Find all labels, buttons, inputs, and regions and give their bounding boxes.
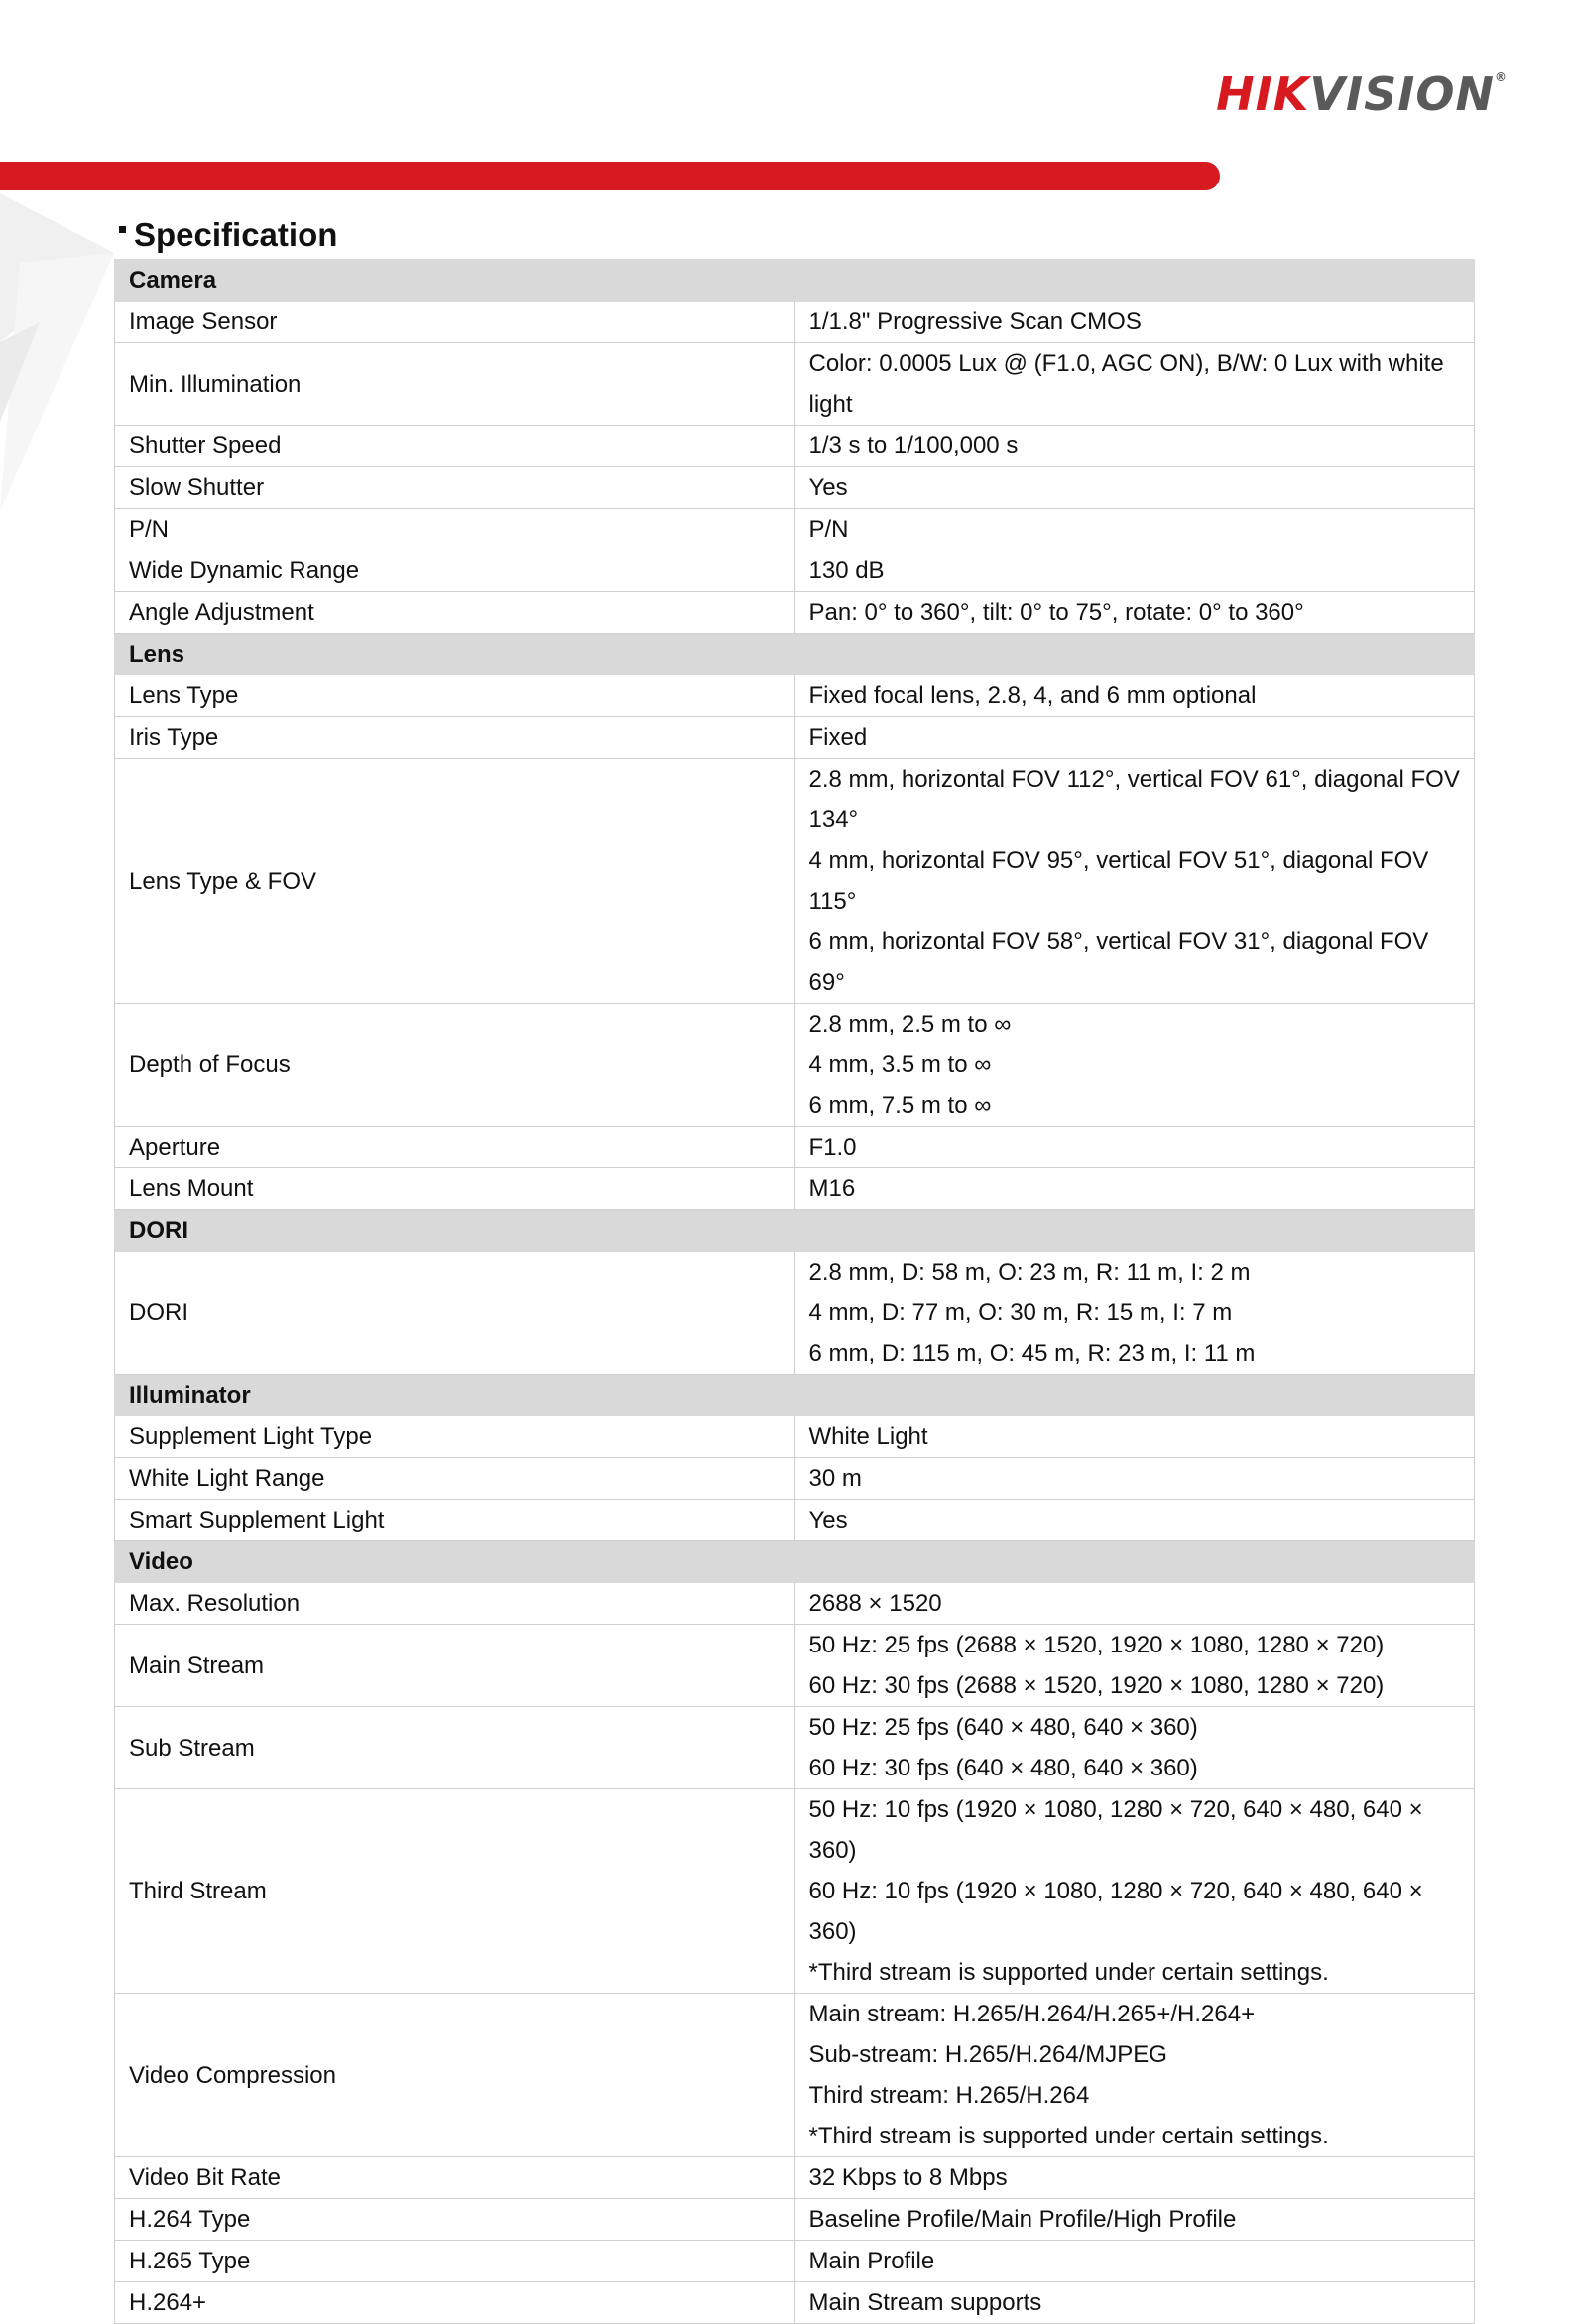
spec-value <box>794 1994 1475 2157</box>
table-row <box>115 675 1475 717</box>
table-row <box>115 2241 1475 2282</box>
spec-value <box>794 1168 1475 1210</box>
table-row <box>115 592 1475 634</box>
logo-text-gray: VISION <box>1309 67 1495 121</box>
bullet-icon <box>119 226 126 233</box>
spec-value <box>794 2199 1475 2241</box>
spec-label: Image Sensor <box>115 302 795 343</box>
spec-value-line: 4 mm, horizontal FOV 95°, vertical FOV 51°, diagonal FOV 115° <box>808 847 1429 915</box>
spec-value-line: Fixed <box>808 724 868 751</box>
table-row <box>115 1500 1475 1541</box>
spec-value-line: 1/1.8" Progressive Scan CMOS <box>808 308 1142 335</box>
spec-value <box>794 2157 1475 2199</box>
group-header-dori: DORI <box>115 1210 1475 1252</box>
table-row <box>115 1707 1475 1789</box>
spec-value-line: 4 mm, 3.5 m to ∞ <box>808 1051 992 1078</box>
spec-label: Wide Dynamic Range <box>115 550 795 592</box>
spec-value <box>794 717 1475 759</box>
spec-value <box>794 1252 1475 1375</box>
spec-label: Aperture <box>115 1127 795 1168</box>
spec-value-line: F1.0 <box>808 1134 857 1161</box>
group-header-row <box>115 1375 1475 1416</box>
spec-value-line: Main Profile <box>808 2248 935 2274</box>
spec-value-line: Main Stream supports <box>808 2289 1042 2316</box>
spec-value <box>794 1416 1475 1458</box>
spec-label: Max. Resolution <box>115 1583 795 1625</box>
spec-value <box>794 592 1475 634</box>
spec-label: H.265 Type <box>115 2241 795 2282</box>
spec-value <box>794 2282 1475 2324</box>
table-row <box>115 550 1475 592</box>
table-row <box>115 426 1475 467</box>
spec-value-line: Yes <box>808 474 848 501</box>
spec-value <box>794 1625 1475 1707</box>
spec-value-line: P/N <box>808 516 849 543</box>
spec-value-line: *Third stream is supported under certain settings. <box>808 1959 1329 1986</box>
group-header-row <box>115 1541 1475 1583</box>
spec-value <box>794 1707 1475 1789</box>
spec-value-line: Pan: 0° to 360°, tilt: 0° to 75°, rotate: 0° to 360° <box>808 599 1304 626</box>
spec-label: Lens Type <box>115 675 795 717</box>
spec-value <box>794 675 1475 717</box>
spec-value-line: Main stream: H.265/H.264/H.265+/H.264+ <box>808 2001 1256 2027</box>
spec-label: Third Stream <box>115 1789 795 1994</box>
watermark-triangles-icon <box>0 193 114 511</box>
spec-label: Shutter Speed <box>115 426 795 467</box>
spec-value-line: 30 m <box>808 1465 862 1492</box>
spec-label: Slow Shutter <box>115 467 795 509</box>
table-row <box>115 1583 1475 1625</box>
spec-value-line: 50 Hz: 10 fps (1920 × 1080, 1280 × 720, 640 × 480, 640 × 360) <box>808 1796 1423 1864</box>
spec-value <box>794 1127 1475 1168</box>
spec-value <box>794 1583 1475 1625</box>
table-row <box>115 302 1475 343</box>
table-row <box>115 1994 1475 2157</box>
spec-value <box>794 426 1475 467</box>
section-title <box>119 216 337 254</box>
group-header-illuminator: Illuminator <box>115 1375 1475 1416</box>
spec-value <box>794 343 1475 426</box>
spec-label: Sub Stream <box>115 1707 795 1789</box>
spec-label: DORI <box>115 1252 795 1375</box>
group-header-row <box>115 1210 1475 1252</box>
spec-label: Min. Illumination <box>115 343 795 426</box>
group-header-camera: Camera <box>115 260 1475 302</box>
spec-value-line: 2.8 mm, horizontal FOV 112°, vertical FOV 61°, diagonal FOV 134° <box>808 766 1460 833</box>
table-row <box>115 1127 1475 1168</box>
spec-value-line: 60 Hz: 10 fps (1920 × 1080, 1280 × 720, 640 × 480, 640 × 360) <box>808 1878 1423 1945</box>
spec-value-line: 130 dB <box>808 557 885 584</box>
table-row <box>115 467 1475 509</box>
spec-label: Smart Supplement Light <box>115 1500 795 1541</box>
spec-value <box>794 467 1475 509</box>
spec-value-line: M16 <box>808 1175 856 1202</box>
spec-value-line: 2.8 mm, 2.5 m to ∞ <box>808 1011 1012 1038</box>
spec-value <box>794 509 1475 550</box>
table-row <box>115 1416 1475 1458</box>
spec-value-line: Third stream: H.265/H.264 <box>808 2082 1090 2109</box>
group-header-lens: Lens <box>115 634 1475 675</box>
spec-value-line: 2688 × 1520 <box>808 1590 942 1617</box>
table-row <box>115 717 1475 759</box>
spec-label: Supplement Light Type <box>115 1416 795 1458</box>
spec-value <box>794 1500 1475 1541</box>
spec-value-line: 6 mm, 7.5 m to ∞ <box>808 1092 992 1119</box>
group-header-row <box>115 634 1475 675</box>
spec-label: Video Compression <box>115 1994 795 2157</box>
spec-value <box>794 759 1475 1004</box>
spec-value-line: 50 Hz: 25 fps (2688 × 1520, 1920 × 1080, 1280 × 720) <box>808 1632 1385 1658</box>
spec-value-line: 2.8 mm, D: 58 m, O: 23 m, R: 11 m, I: 2 m <box>808 1259 1251 1285</box>
spec-value <box>794 550 1475 592</box>
spec-value-line: 6 mm, horizontal FOV 58°, vertical FOV 31°, diagonal FOV 69° <box>808 928 1429 996</box>
spec-label: Video Bit Rate <box>115 2157 795 2199</box>
logo-text-red: HIK <box>1216 67 1310 121</box>
spec-value <box>794 302 1475 343</box>
spec-label: Depth of Focus <box>115 1004 795 1127</box>
spec-label: White Light Range <box>115 1458 795 1500</box>
table-row <box>115 1789 1475 1994</box>
spec-value-line: White Light <box>808 1423 928 1450</box>
spec-value-line: Fixed focal lens, 2.8, 4, and 6 mm optional <box>808 682 1257 709</box>
spec-value-line: 60 Hz: 30 fps (2688 × 1520, 1920 × 1080, 1280 × 720) <box>808 1672 1385 1699</box>
table-row <box>115 343 1475 426</box>
table-row <box>115 759 1475 1004</box>
hikvision-logo <box>1216 67 1508 121</box>
spec-value <box>794 1458 1475 1500</box>
registered-mark: ® <box>1495 70 1508 84</box>
spec-value-line: 6 mm, D: 115 m, O: 45 m, R: 23 m, I: 11 m <box>808 1340 1256 1367</box>
spec-label: Lens Type & FOV <box>115 759 795 1004</box>
table-row <box>115 2199 1475 2241</box>
header-accent-bar <box>0 162 1220 190</box>
table-row <box>115 1458 1475 1500</box>
spec-value <box>794 1004 1475 1127</box>
spec-value-line: 4 mm, D: 77 m, O: 30 m, R: 15 m, I: 7 m <box>808 1299 1233 1326</box>
spec-label: Iris Type <box>115 717 795 759</box>
spec-value-line: 32 Kbps to 8 Mbps <box>808 2164 1008 2191</box>
table-row <box>115 509 1475 550</box>
group-header-row <box>115 260 1475 302</box>
spec-value <box>794 1789 1475 1994</box>
spec-value-line: *Third stream is supported under certain settings. <box>808 2123 1329 2149</box>
table-row <box>115 2157 1475 2199</box>
spec-value-line: Yes <box>808 1507 848 1533</box>
spec-label: Main Stream <box>115 1625 795 1707</box>
spec-label: P/N <box>115 509 795 550</box>
table-row <box>115 1004 1475 1127</box>
spec-value-line: Baseline Profile/Main Profile/High Profile <box>808 2206 1237 2233</box>
table-row <box>115 1168 1475 1210</box>
spec-label: H.264 Type <box>115 2199 795 2241</box>
specification-table <box>114 259 1475 2324</box>
section-title-text: Specification <box>134 216 338 253</box>
group-header-video: Video <box>115 1541 1475 1583</box>
table-row <box>115 1252 1475 1375</box>
spec-label: Angle Adjustment <box>115 592 795 634</box>
spec-value-line: 50 Hz: 25 fps (640 × 480, 640 × 360) <box>808 1714 1198 1741</box>
spec-value <box>794 2241 1475 2282</box>
spec-value-line: 60 Hz: 30 fps (640 × 480, 640 × 360) <box>808 1755 1198 1781</box>
table-row <box>115 1625 1475 1707</box>
spec-label: Lens Mount <box>115 1168 795 1210</box>
spec-value-line: Sub-stream: H.265/H.264/MJPEG <box>808 2041 1167 2068</box>
spec-label: H.264+ <box>115 2282 795 2324</box>
spec-value-line: Color: 0.0005 Lux @ (F1.0, AGC ON), B/W: 0 Lux with white light <box>808 350 1444 418</box>
spec-value-line: 1/3 s to 1/100,000 s <box>808 432 1019 459</box>
table-row <box>115 2282 1475 2324</box>
